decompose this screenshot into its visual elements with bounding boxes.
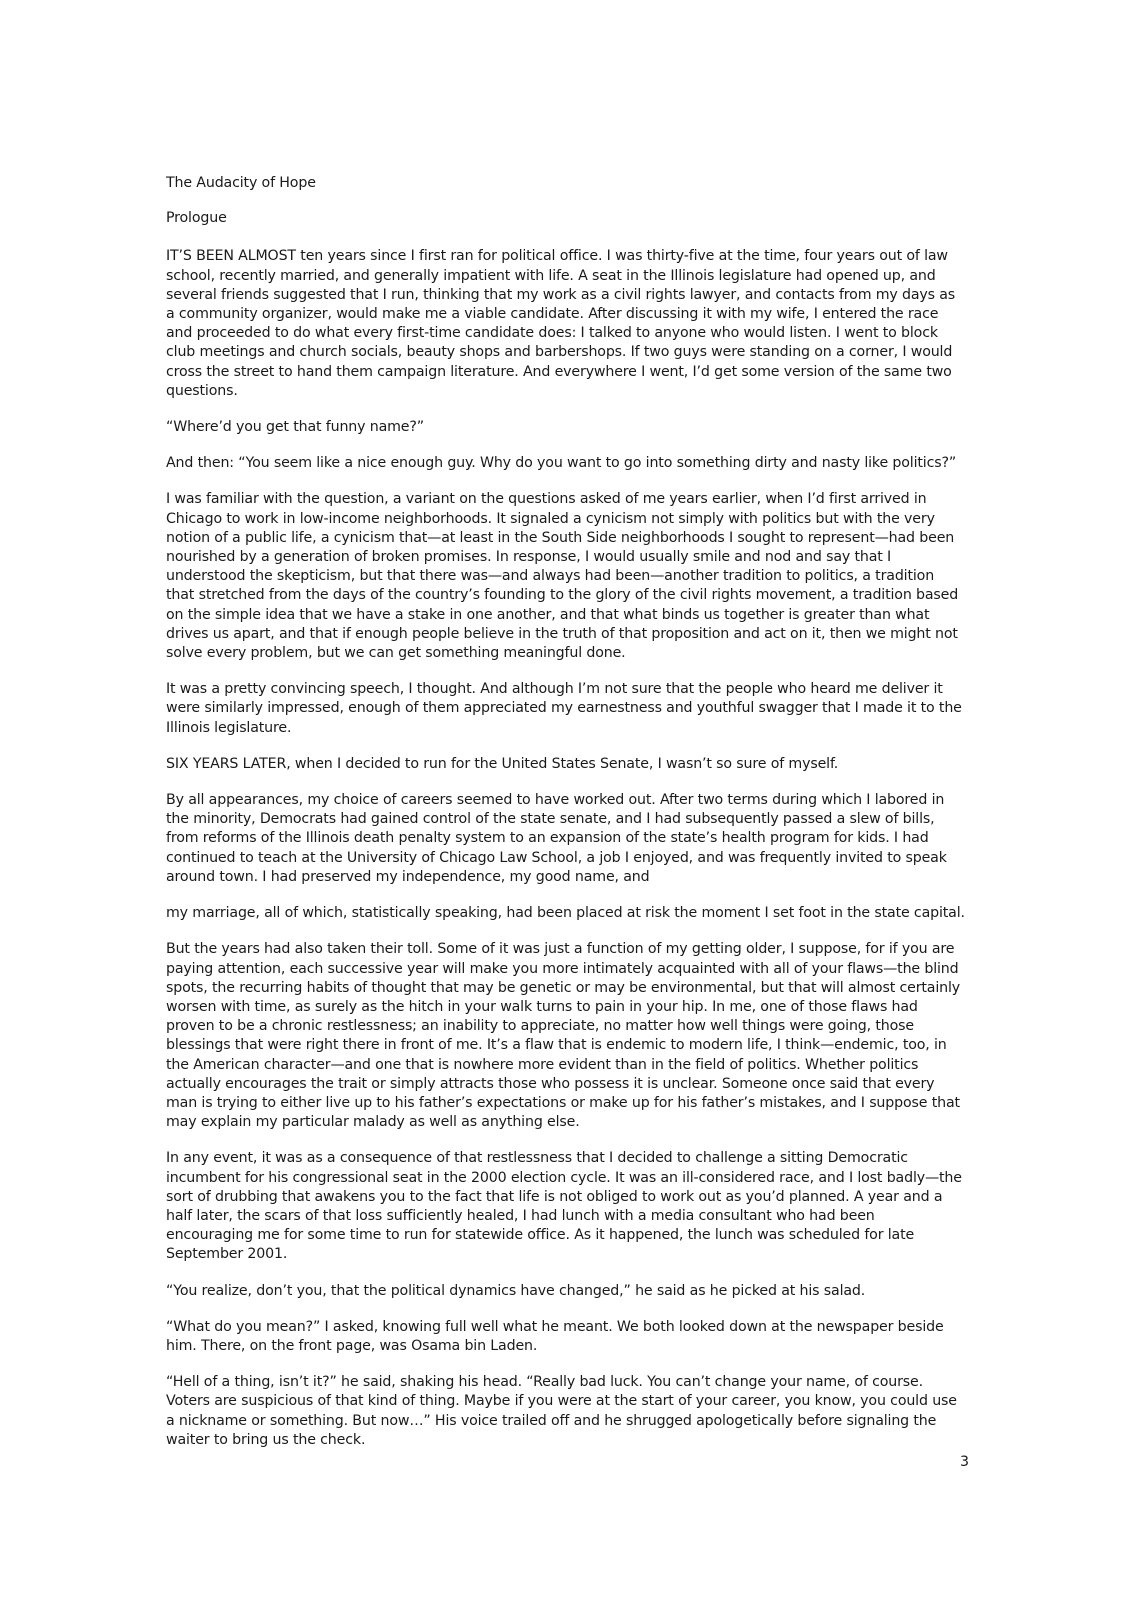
- body-paragraph: “Where’d you get that funny name?”: [166, 419, 424, 436]
- body-paragraph: SIX YEARS LATER, when I decided to run for the United States Senate, I wasn’t so sure of myself.: [166, 755, 839, 772]
- body-paragraph: In any event, it was as a consequence of that restlessness that I decided to challenge a sitting Democratic incumbent for his congressional seat in the 2000 election cycle. It was an ill-considered race, and I lost badly—the sort of drubbing that awakens you to the fact that life is not obliged to work out as you’d planned. A year and a half later, the scars of that loss sufficiently healed, I had lunch with a media consultant who had been encouraging me for some time to run for statewide office. As it happened, the lunch was scheduled for late September 2001.: [166, 1150, 962, 1263]
- body-paragraph: By all appearances, my choice of careers seemed to have worked out. After two terms during which I labored in the minority, Democrats had gained control of the state senate, and I had subsequently passed a slew of bills, from reforms of the Illinois death penalty system to an expansion of the state’s health program for kids. I had continued to teach at the University of Chicago Law School, a job I enjoyed, and was frequently invited to speak around town. I had preserved my independence, my good name, and: [166, 792, 947, 885]
- body-paragraph: But the years had also taken their toll. Some of it was just a function of my getting older, I suppose, for if you are paying attention, each successive year will make you more intimately acquainted with all of your flaws—the blind spots, the recurring habits of thought that may be genetic or may be environmental, but that will almost certainly worsen with time, as surely as the hitch in your walk turns to pain in your hip. In me, one of those flaws had proven to be a chronic restlessness; an inability to appreciate, no matter how well things were going, those blessings that were right there in front of me. It’s a flaw that is endemic to modern life, I think—endemic, too, in the American character—and one that is nowhere more evident than in the field of politics. Whether politics actually encourages the trait or simply attracts those who possess it is unclear. Someone once said that every man is trying to either live up to his father’s expectations or make up for his father’s mistakes, and I suppose that may explain my particular malady as well as anything else.: [166, 941, 961, 1131]
- section-heading: Prologue: [166, 210, 227, 227]
- body-paragraph: “What do you mean?” I asked, knowing full well what he meant. We both looked down at the newspaper beside him. There, on the front page, was Osama bin Laden.: [166, 1318, 944, 1354]
- body-paragraph: It was a pretty convincing speech, I thought. And although I’m not sure that the people who heard me deliver it were similarly impressed, enough of them appreciated my earnestness and youthful swagger that I made it to the Illinois legislature.: [166, 681, 962, 736]
- page-number: 3: [960, 1454, 970, 1470]
- body-paragraph: “Hell of a thing, isn’t it?” he said, shaking his head. “Really bad luck. You can’t change your name, of course. Voters are suspicious of that kind of thing. Maybe if you were at the start of your career, you know, you could use a nickname or something. But now…” His voice trailed off and he shrugged apologetically before signaling the waiter to bring us the check.: [166, 1374, 957, 1448]
- body-paragraph: I was familiar with the question, a variant on the questions asked of me years earlier, when I’d first arrived in Chicago to work in low-income neighborhoods. It signaled a cynicism not simply with politics but with the very notion of a public life, a cynicism that—at least in the South Side neighborhoods I sought to represent—had been nourished by a generation of broken promises. In response, I would usually smile and nod and say that I understood the skepticism, but that there was—and always had been—another tradition to politics, a tradition that stretched from the days of the country’s founding to the glory of the civil rights movement, a tradition based on the simple idea that we have a stake in one another, and that what binds us together is greater than what drives us apart, and that if enough people believe in the truth of that proposition and act on it, then we might not solve every problem, but we can get something meaningful done.: [166, 491, 959, 662]
- document-page: [166, 174, 966, 1467]
- body-paragraph: IT’S BEEN ALMOST ten years since I first ran for political office. I was thirty-five at the time, four years out of law school, recently married, and generally impatient with life. A seat in the Illinois legislature had opened up, and several friends suggested that I run, thinking that my work as a civil rights lawyer, and contacts from my days as a community organizer, would make me a viable candidate. After discussing it with my wife, I entered the race and proceeded to do what every first-time candidate does: I talked to anyone who would listen. I went to block club meetings and church socials, beauty shops and barbershops. If two guys were standing on a corner, I would cross the street to hand them campaign literature. And everywhere I went, I’d get some version of the same two questions.: [166, 248, 956, 399]
- body-paragraph: “You realize, don’t you, that the political dynamics have changed,” he said as he picked at his salad.: [166, 1282, 866, 1299]
- body-paragraph: my marriage, all of which, statistically speaking, had been placed at risk the moment I set foot in the state capital.: [166, 905, 965, 922]
- book-title: The Audacity of Hope: [166, 175, 316, 191]
- body-paragraph: And then: “You seem like a nice enough guy. Why do you want to go into something dirty and nasty like politics?”: [166, 455, 957, 472]
